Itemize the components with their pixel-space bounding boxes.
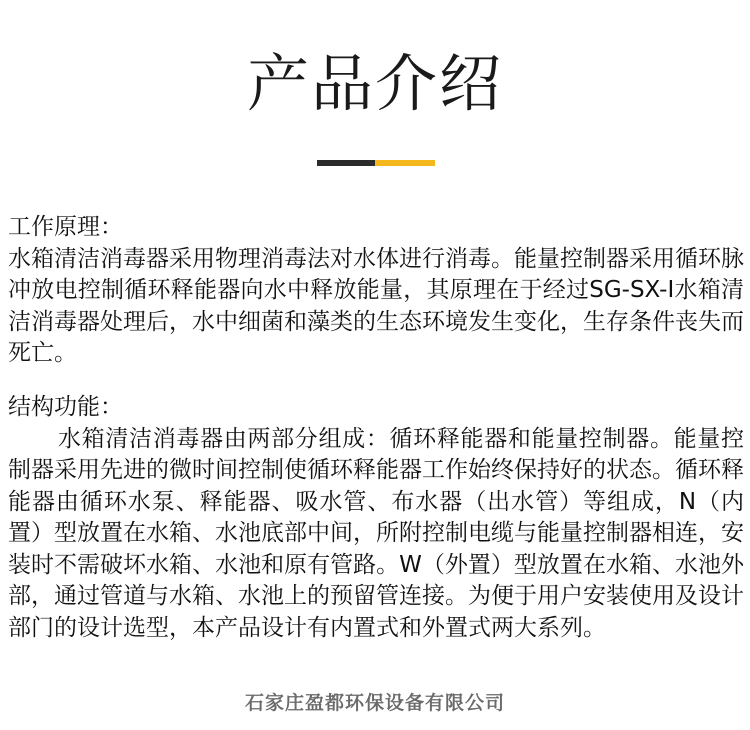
divider-dark-segment: [317, 160, 375, 166]
section-body: 水箱清洁消毒器采用物理消毒法对水体进行消毒。能量控制器采用循环脉冲放电控制循环释能器向水中释放能量，其原理在于经过SG-SX-I水箱清洁消毒器处理后，水中细菌和藻类的生态环境发生变化，生存条件丧失而死亡。: [8, 245, 744, 366]
title-divider: [317, 160, 435, 166]
section-structure-function: [8, 392, 744, 644]
page-title: 产品介绍: [246, 47, 503, 120]
section-heading: 工作原理：: [8, 214, 123, 240]
divider-accent-segment: [375, 160, 435, 166]
section-working-principle: [8, 212, 744, 370]
company-watermark: 石家庄盈都环保设备有限公司: [244, 692, 505, 714]
section-body: 水箱清洁消毒器由两部分组成：循环释能器和能量控制器。能量控制器采用先进的微时间控制使循环释能器工作始终保持好的状态。循环释能器由循环水泵、释能器、吸水管、布水器（出水管）等组成，N（内置）型放置在水箱、水池底部中间，所附控制电缆与能量控制器相连，安装时不需破坏水箱、水池和原有管路。W（外置）型放置在水箱、水池外部，通过管道与水箱、水池上的预留管连接。为便于用户安装使用及设计部门的设计选型，本产品设计有内置式和外置式两大系列。: [8, 425, 744, 641]
section-heading: 结构功能：: [8, 394, 123, 420]
